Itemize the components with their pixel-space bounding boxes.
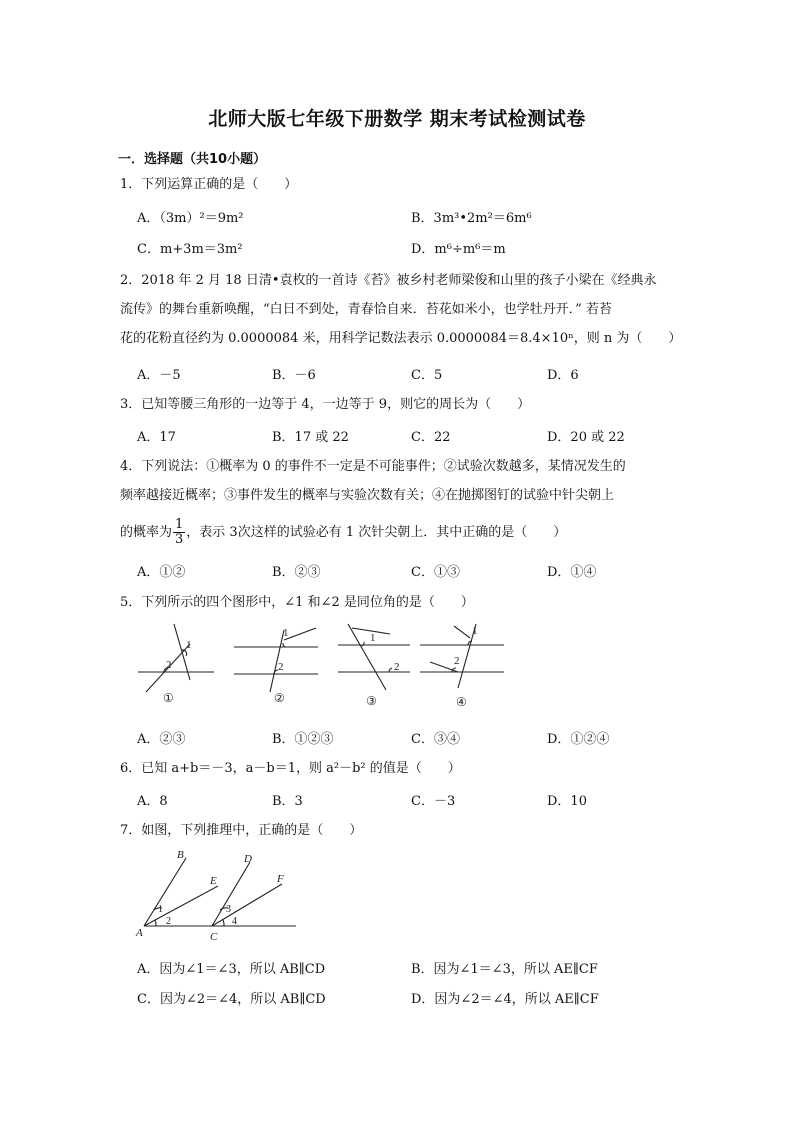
question-line: 流传》的舞台重新唤醒，“白日不到处，青春恰自来．苔花如米小，也学牡丹开．” 若苔 <box>120 302 612 317</box>
question-stem: 5．下列所示的四个图形中，∠1 和∠2 是同位角的是（ ） <box>120 595 474 610</box>
option-a[interactable]: A．8 <box>137 794 168 809</box>
option-c[interactable]: C．因为∠2＝∠4，所以 AB∥CD <box>137 992 326 1007</box>
fraction <box>173 518 185 547</box>
section-heading: 一．选择题（共10小题） <box>118 152 267 167</box>
angle-2-label: 2 <box>454 655 460 667</box>
question-stem: 1．下列运算正确的是（ ） <box>120 177 298 192</box>
option-c[interactable]: C．m+3m＝3m² <box>137 242 243 257</box>
question-line: 4．下列说法：①概率为 0 的事件不一定是不可能事件；②试验次数越多，某情况发生的 <box>120 459 626 474</box>
option-c[interactable]: C．－3 <box>411 794 456 809</box>
point-label-f: F <box>277 873 284 885</box>
option-a[interactable]: A．因为∠1＝∠3，所以 AB∥CD <box>137 962 326 977</box>
option-c[interactable]: C．③④ <box>411 732 460 747</box>
question-3 <box>120 390 680 419</box>
option-b[interactable]: B．－6 <box>272 368 316 383</box>
angle-1-label: 1 <box>158 904 163 915</box>
angle-1-label: 1 <box>472 625 478 637</box>
point-label-b: B <box>177 849 184 861</box>
angle-1-label: 1 <box>283 627 289 639</box>
option-d[interactable]: D．20 或 22 <box>547 430 625 445</box>
question-line: 2．2018 年 2 月 18 日清•袁枚的一首诗《苔》被乡村老师梁俊和山里的孩子小梁在《经典永 <box>120 273 657 288</box>
angle-3-label: 3 <box>226 904 231 915</box>
question-4 <box>120 452 690 510</box>
question-5 <box>120 588 680 617</box>
option-b[interactable]: B．因为∠1＝∠3，所以 AE∥CF <box>411 962 598 977</box>
angle-figures <box>130 620 520 715</box>
fraction-numerator: 1 <box>175 517 184 532</box>
question-line: 频率越接近概率；③事件发生的概率与实验次数有关；④在抛掷图钉的试验中针尖朝上 <box>120 488 615 503</box>
option-b[interactable]: B．3 <box>272 794 303 809</box>
option-c[interactable]: C．①③ <box>411 565 460 580</box>
option-b[interactable]: B．3m³•2m²＝6m⁶ <box>411 211 532 226</box>
option-d[interactable]: D．①④ <box>547 565 597 580</box>
question-7 <box>120 816 680 845</box>
figure-label: ③ <box>366 694 377 708</box>
angle-2-label: 2 <box>166 916 171 927</box>
question-stem: 3．已知等腰三角形的一边等于 4，一边等于 9，则它的周长为（ ） <box>120 397 531 412</box>
figure-label: ④ <box>456 695 467 709</box>
figure-label: ① <box>163 691 174 705</box>
option-c[interactable]: C．22 <box>411 430 451 445</box>
fraction-denominator: 3 <box>175 532 184 547</box>
page-title: 北师大版七年级下册数学 期末考试检测试卷 <box>208 108 586 130</box>
option-d[interactable]: D．10 <box>547 794 587 809</box>
angle-4-label: 4 <box>232 916 237 927</box>
angle-2-label: 2 <box>278 661 284 673</box>
figure-1 <box>138 624 214 692</box>
angle-1-label: 1 <box>186 639 192 651</box>
option-b[interactable]: B．②③ <box>272 565 321 580</box>
figure-4 <box>420 624 504 688</box>
question-4-line3 <box>120 518 690 547</box>
point-label-d: D <box>244 853 252 865</box>
option-d[interactable]: D．6 <box>547 368 579 383</box>
option-c[interactable]: C．5 <box>411 368 443 383</box>
option-a[interactable]: A．（3m）²＝9m² <box>137 211 244 226</box>
point-label-e: E <box>210 875 217 887</box>
option-d[interactable]: D．m⁶÷m⁶＝m <box>411 242 506 257</box>
point-label-a: A <box>136 927 143 939</box>
question-line: 花的花粉直径约为 0.0000084 米，用科学记数法表示 0.0000084＝8.4×10ⁿ，则 n 为（ ） <box>120 331 682 346</box>
question-stem: 7．如图，下列推理中，正确的是（ ） <box>120 823 363 838</box>
angle-2-label: 2 <box>394 661 400 673</box>
question-stem: 6．已知 a+b＝－3，a－b＝1，则 a²－b² 的值是（ ） <box>120 761 461 776</box>
figure-2 <box>234 628 318 692</box>
option-b[interactable]: B．①②③ <box>272 732 334 747</box>
point-label-c: C <box>210 931 218 943</box>
angle-2-label: 2 <box>166 659 172 671</box>
question-6 <box>120 754 680 783</box>
option-a[interactable]: A．－5 <box>137 368 181 383</box>
angle-1-label: 1 <box>370 632 376 644</box>
option-d[interactable]: D．因为∠2＝∠4，所以 AE∥CF <box>411 992 599 1007</box>
option-d[interactable]: D．①②④ <box>547 732 610 747</box>
option-a[interactable]: A．①② <box>137 565 186 580</box>
figure-label: ② <box>274 691 285 705</box>
option-b[interactable]: B．17 或 22 <box>272 430 349 445</box>
option-a[interactable]: A．17 <box>137 430 176 445</box>
question-1 <box>120 170 680 199</box>
question-2 <box>120 266 690 353</box>
parallel-lines-figure <box>130 848 310 948</box>
question-text: 的概率为 <box>120 525 173 540</box>
question-text: ，表示 3次这样的试验必有 1 次针尖朝上．其中正确的是（ ） <box>186 525 567 540</box>
option-a[interactable]: A．②③ <box>137 732 186 747</box>
